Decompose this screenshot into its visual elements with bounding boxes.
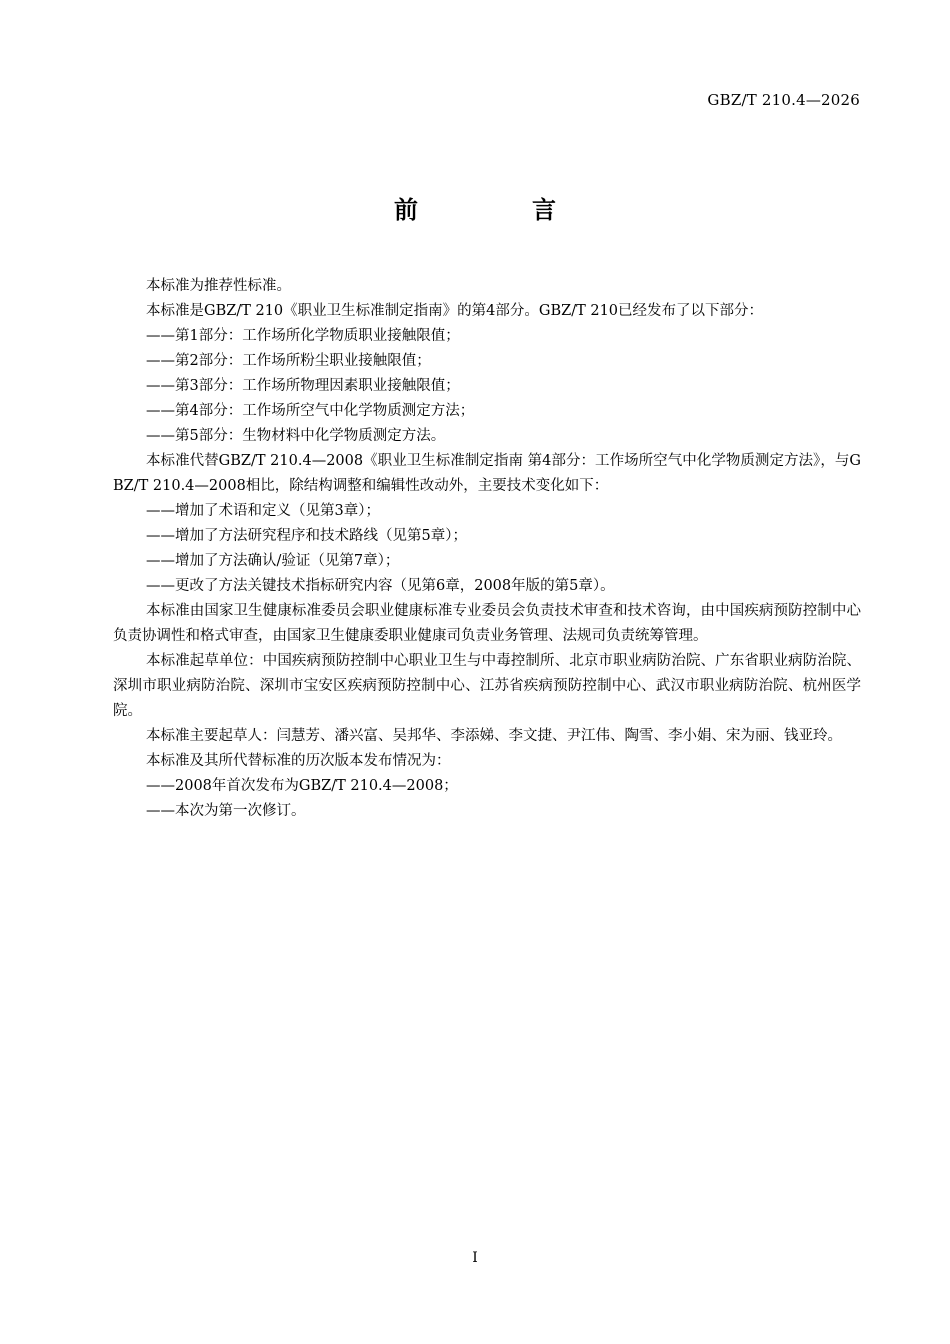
list-item-change: ——增加了方法研究程序和技术路线（见第5章）； bbox=[146, 528, 467, 544]
paragraph-drafters: 本标准主要起草人：闫慧芳、潘兴富、吴邦华、李添娣、李文捷、尹江伟、陶雪、李小娟、宋为丽、钱亚玲。 bbox=[146, 728, 842, 744]
list-item-change: ——增加了术语和定义（见第3章）； bbox=[146, 503, 380, 519]
paragraph-replaces: 本标准代替GBZ/T 210.4—2008《职业卫生标准制定指南 第4部分：工作场所空气中化学物质测定方法》，与GBZ/T 210.4—2008相比，除结构调整和编辑性改动外，主要技术变化如下： bbox=[113, 453, 861, 494]
paragraph-history-intro: 本标准及其所代替标准的历次版本发布情况为： bbox=[146, 753, 451, 769]
page-number: I bbox=[472, 1250, 478, 1266]
paragraph-responsibility: 本标准由国家卫生健康标准委员会职业健康标准专业委员会负责技术审查和技术咨询，由中国疾病预防控制中心负责协调性和格式审查，由国家卫生健康委职业健康司负责业务管理、法规司负责统筹管理。 bbox=[113, 603, 861, 644]
foreword-body bbox=[113, 274, 861, 824]
document-code: GBZ/T 210.4—2026 bbox=[707, 91, 860, 109]
list-item-change: ——增加了方法确认/验证（见第7章）； bbox=[146, 553, 400, 569]
list-item-part: ——第4部分：工作场所空气中化学物质测定方法； bbox=[146, 403, 475, 419]
list-item-change: ——更改了方法关键技术指标研究内容（见第6章，2008年版的第5章）。 bbox=[146, 578, 615, 594]
list-item-history: ——2008年首次发布为GBZ/T 210.4—2008； bbox=[146, 778, 458, 794]
paragraph-recommended: 本标准为推荐性标准。 bbox=[146, 278, 291, 294]
list-item-part: ——第5部分：生物材料中化学物质测定方法。 bbox=[146, 428, 446, 444]
list-item-part: ——第1部分：工作场所化学物质职业接触限值； bbox=[146, 328, 460, 344]
list-item-history: ——本次为第一次修订。 bbox=[146, 803, 306, 819]
paragraph-part-of-series: 本标准是GBZ/T 210《职业卫生标准制定指南》的第4部分。GBZ/T 210已经发布了以下部分： bbox=[146, 303, 764, 319]
page-title: 前 言 bbox=[394, 196, 601, 224]
paragraph-drafting-units: 本标准起草单位：中国疾病预防控制中心职业卫生与中毒控制所、北京市职业病防治院、广东省职业病防治院、深圳市职业病防治院、深圳市宝安区疾病预防控制中心、江苏省疾病预防控制中心、武汉市职业病防治院、杭州医学院。 bbox=[113, 653, 861, 719]
list-item-part: ——第3部分：工作场所物理因素职业接触限值； bbox=[146, 378, 460, 394]
list-item-part: ——第2部分：工作场所粉尘职业接触限值； bbox=[146, 353, 431, 369]
